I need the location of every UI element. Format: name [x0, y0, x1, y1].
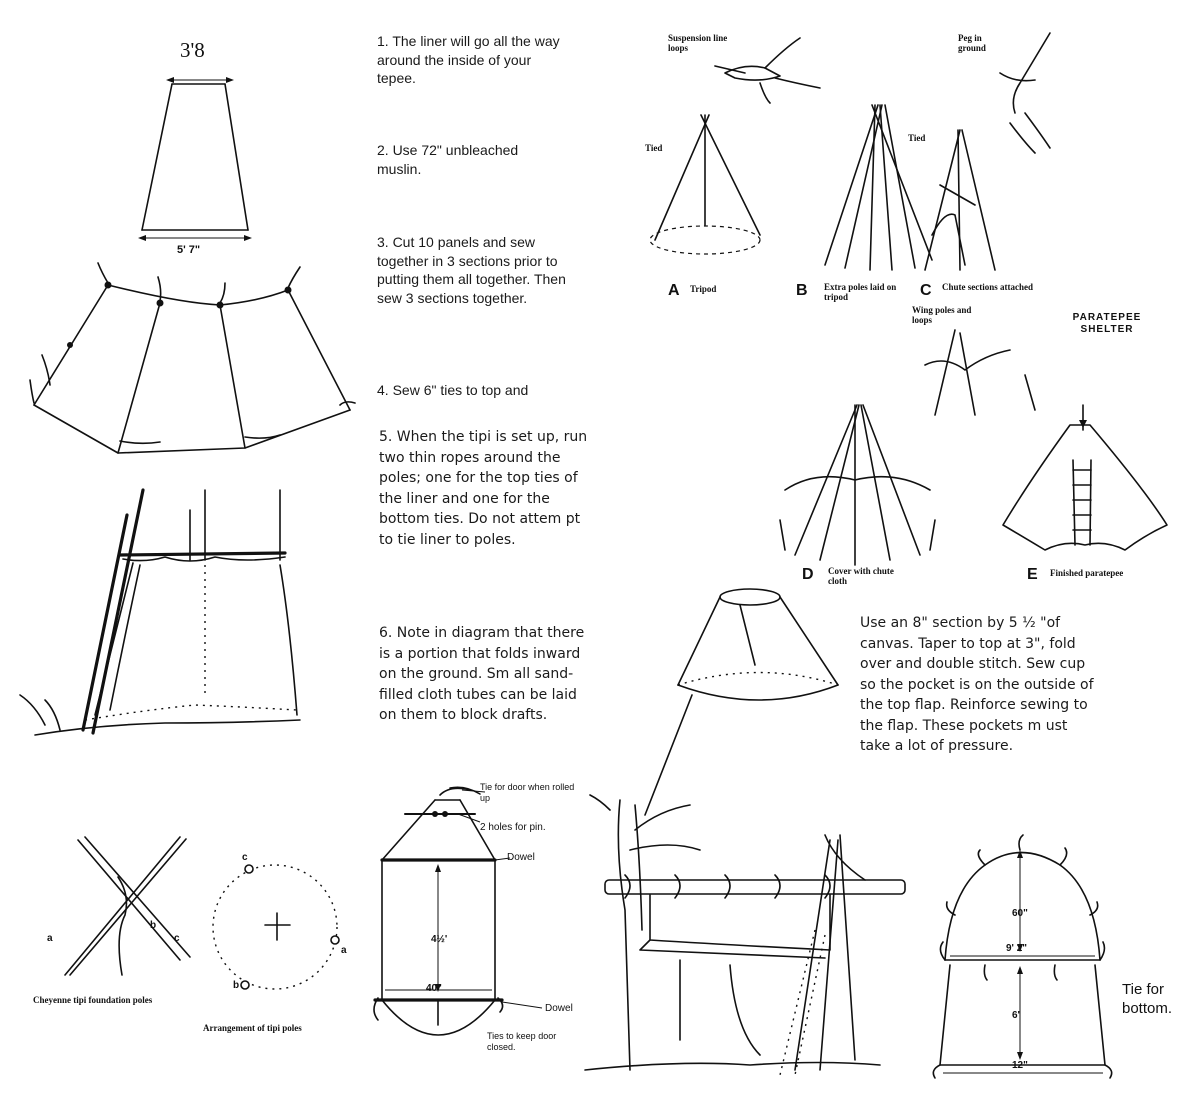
cover-tie-bottom: Tie for bottom.: [1122, 981, 1173, 1017]
step-3: 3. Cut 10 panels and sew together in 3 sections prior to putting them all together. Then sew 3 sections together.: [377, 234, 566, 306]
door-dowel-bottom: Dowel: [545, 1003, 573, 1014]
step-6: 6. Note in diagram that there is a portion that folds inward on the ground. Sm all sand-filled cloth tubes can be laid on them to block drafts.: [379, 625, 585, 723]
tripod-drawing: [645, 110, 765, 280]
paratepee-title: PARATEPEE SHELTER: [1072, 312, 1142, 335]
step-e-letter: E: [1027, 566, 1038, 583]
foundation-poles-drawing: [40, 835, 210, 980]
peg-label: Peg in ground: [958, 33, 986, 53]
step-d-label: Cover with chute cloth: [828, 566, 894, 586]
cover-height-bottom: 6': [1012, 1010, 1020, 1021]
chute-cover-drawing: [775, 400, 945, 570]
pocket-instructions: Use an 8" section by 5 ½ "of canvas. Taper to top at 3", fold over and double stitch. Sew cup so the pocket is on the outside of the top flap. Reinforce sewing to the flap. These pockets m ust take a lot of pressure.: [860, 615, 1094, 754]
door-ties-label: Ties to keep door closed.: [487, 1031, 557, 1052]
door-dowel-top: Dowel: [507, 852, 535, 863]
wing-label: Wing poles and loops: [912, 305, 972, 325]
foundation-pole-b: b: [150, 920, 157, 931]
top-width-label: 3'8: [180, 38, 205, 62]
arrangement-caption: Arrangement of tipi poles: [203, 1023, 302, 1033]
step-c-label: Chute sections attached: [942, 282, 1033, 292]
foundation-caption: Cheyenne tipi foundation poles: [33, 995, 153, 1005]
chute-sections-drawing: [920, 125, 1000, 275]
step-a-label: Tripod: [690, 284, 717, 294]
arrangement-mark-b: b: [233, 980, 240, 991]
step-4: 4. Sew 6" ties to top and: [377, 382, 529, 398]
door-height: 4½': [431, 934, 448, 945]
step-d-letter: D: [802, 566, 814, 583]
step-b-letter: B: [796, 282, 808, 299]
cover-width-mid: 9' 2": [1006, 943, 1028, 954]
liner-panel-diagram: [130, 60, 260, 260]
cover-height-top: 60": [1012, 908, 1028, 919]
arrangement-mark-a: a: [341, 945, 347, 956]
liner-inside-tipi-diagram: [15, 485, 315, 750]
step-5: 5. When the tipi is set up, run two thin ropes around the poles; one for the top ties of the liner and one for the bottom ties. Do not attem pt to tie liner to poles.: [379, 429, 588, 548]
cover-width-bottom: 12": [1012, 1060, 1028, 1071]
arrangement-mark-c: c: [242, 852, 248, 863]
tied-label-1: Tied: [645, 143, 663, 153]
step-e-label: Finished paratepee: [1050, 568, 1124, 578]
bottom-width-label: 5' 7": [177, 244, 201, 256]
frame-cover-drawing: [580, 790, 915, 1075]
sewn-liner-sections-diagram: [20, 255, 370, 465]
foundation-pole-c: c: [174, 933, 180, 944]
door-tie-label: Tie for door when rolled up: [480, 782, 575, 803]
door-holes-label: 2 holes for pin.: [480, 822, 546, 833]
foundation-pole-a: a: [47, 933, 53, 944]
step-a-letter: A: [668, 282, 680, 299]
step-1: 1. The liner will go all the way around the inside of your tepee.: [377, 33, 560, 86]
tied-label-2: Tied: [908, 133, 926, 143]
step-2: 2. Use 72" unbleached muslin.: [377, 142, 519, 177]
suspension-label: Suspension line loops: [668, 33, 728, 53]
step-c-letter: C: [920, 282, 932, 299]
door-width: 40": [426, 983, 442, 994]
step-b-label: Extra poles laid on tripod: [824, 282, 897, 302]
arrangement-circle-drawing: [205, 845, 355, 1015]
finished-paratepee-drawing: [995, 400, 1175, 570]
peg-drawing: [990, 28, 1070, 158]
suspension-loops-drawing: [705, 28, 835, 108]
